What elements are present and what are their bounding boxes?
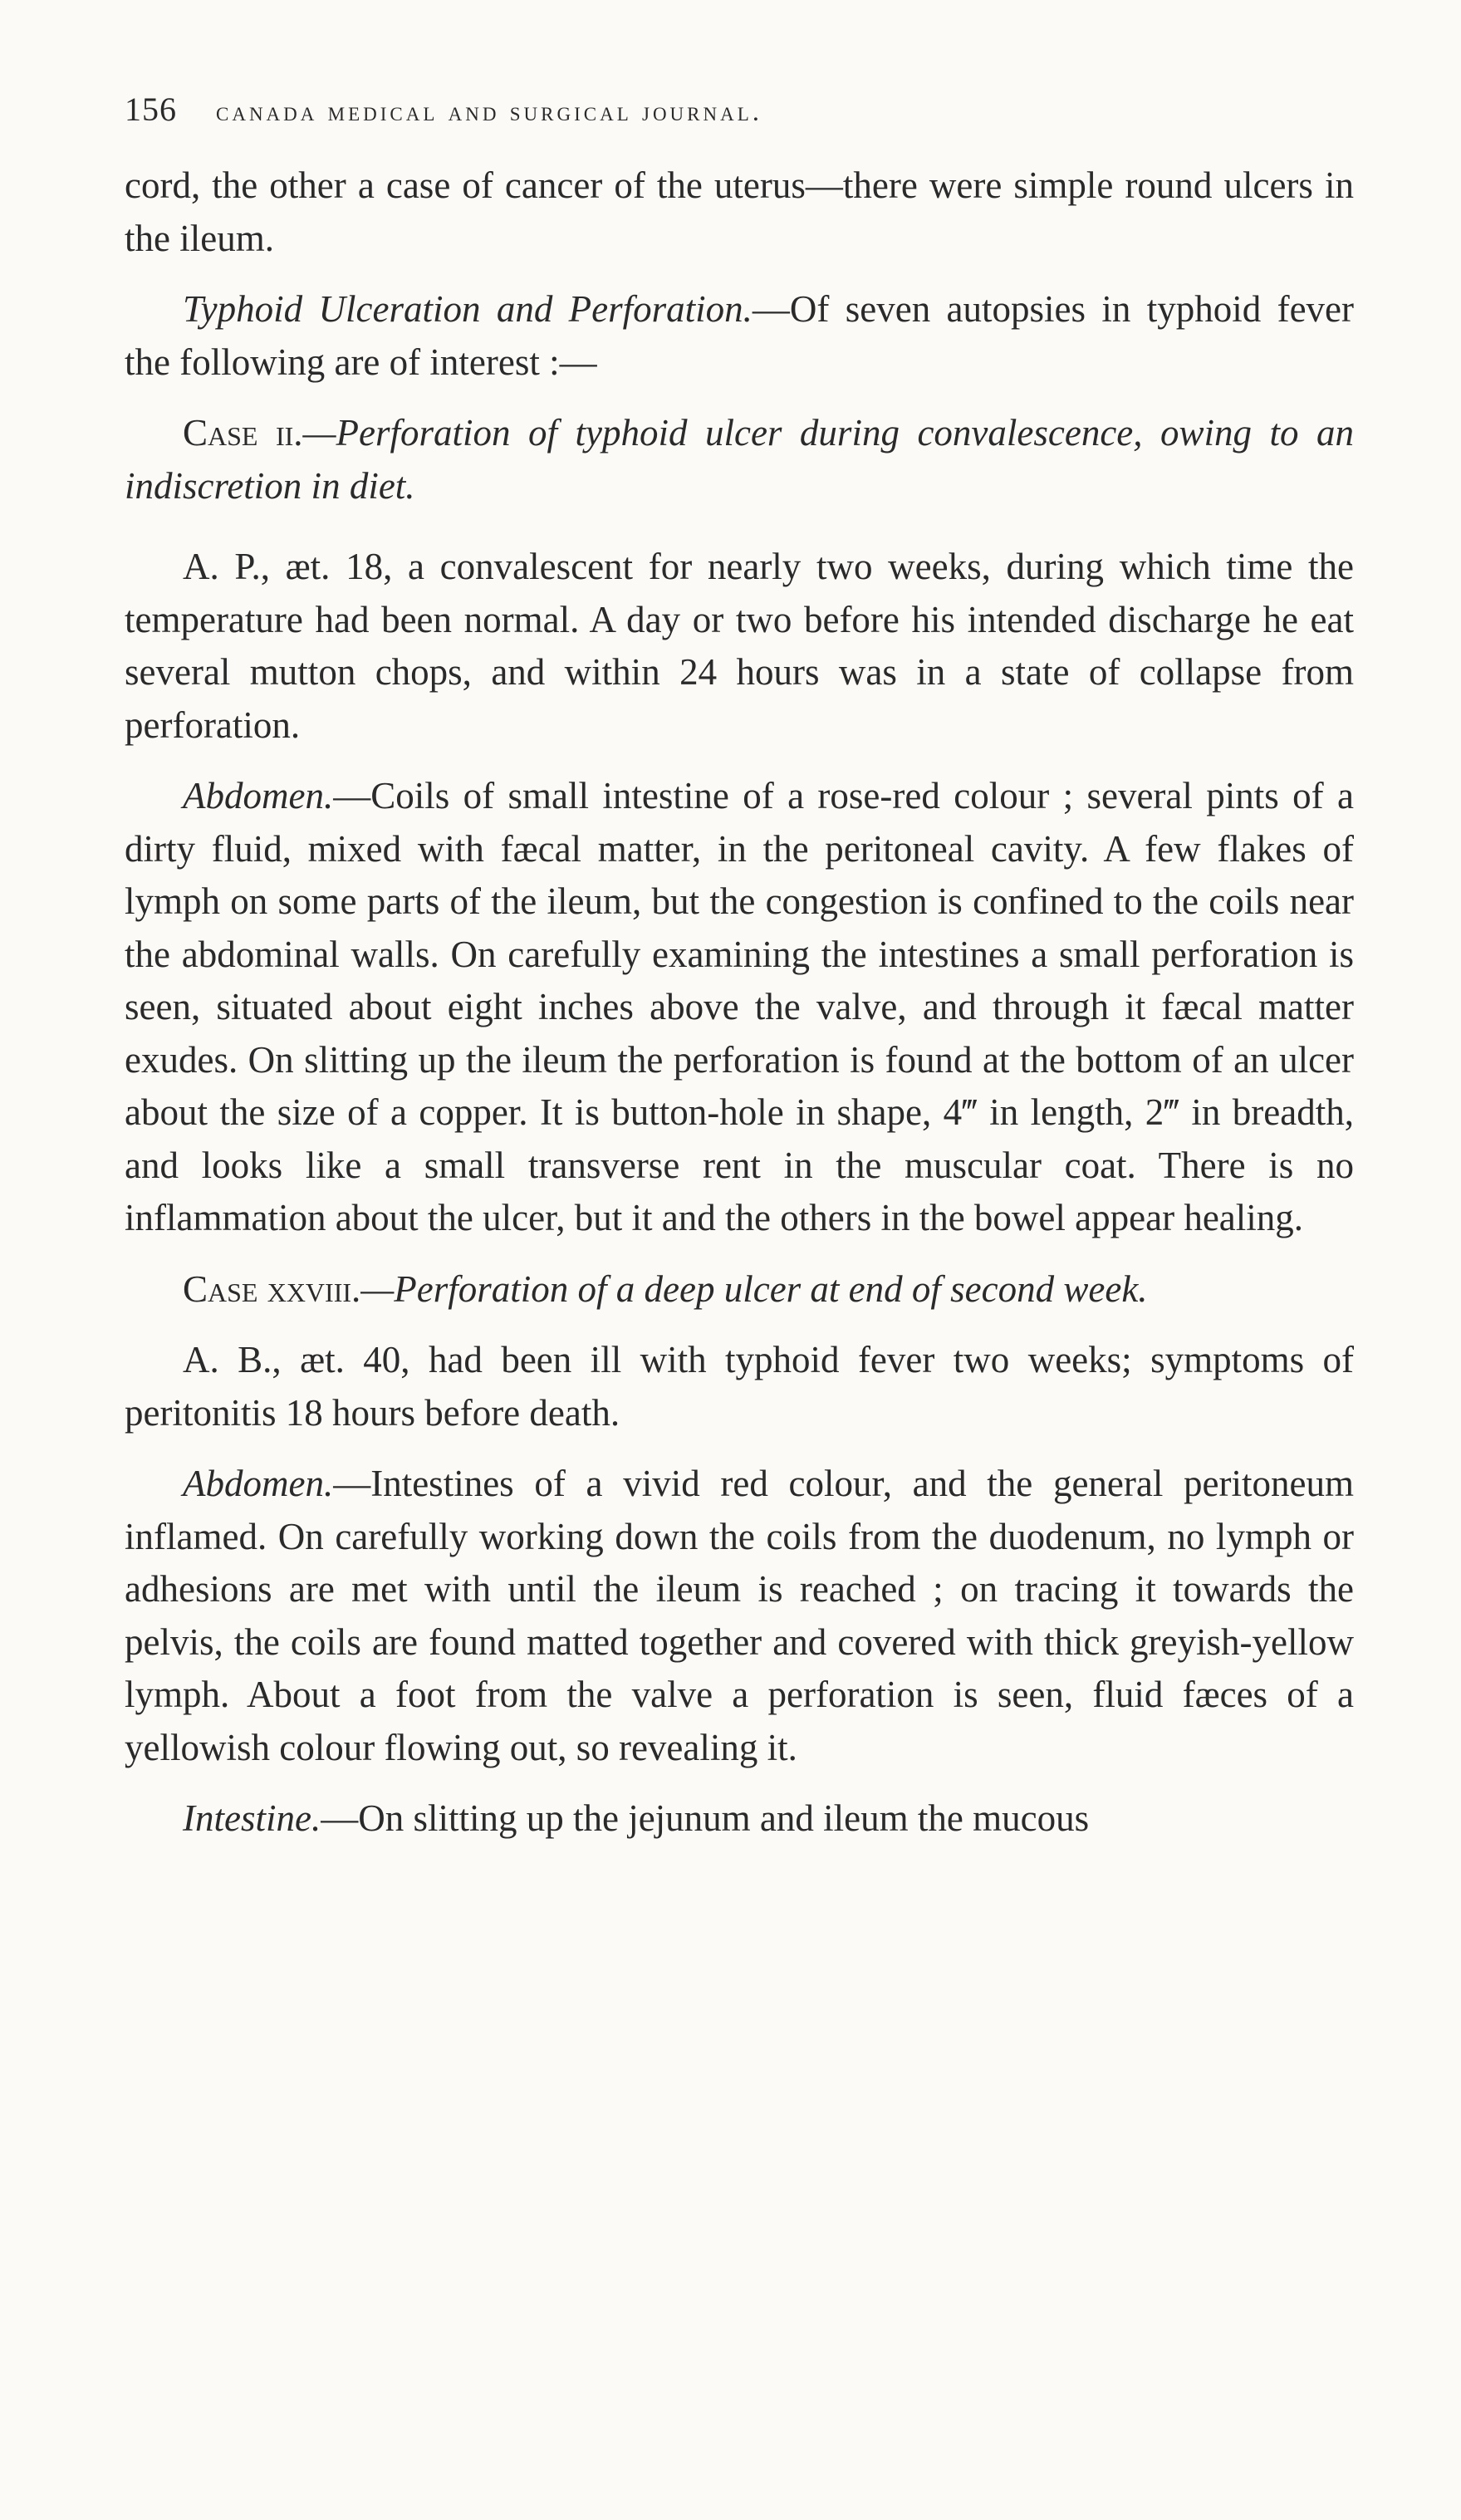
- paragraph-continuation: [125, 159, 1354, 265]
- paragraph-text: A. B., æt. 40, had been ill with typhoid fever two weeks; symptoms of peritonitis 18 hours before death.: [125, 1339, 1354, 1434]
- subsection-label: Abdomen.: [183, 775, 334, 816]
- journal-title: canada medical and surgical journal.: [216, 97, 763, 127]
- section-heading: Typhoid Ulceration and Perforation.: [183, 288, 753, 330]
- paragraph-text: —On slitting up the jejunum and ileum the mucous: [321, 1797, 1090, 1839]
- section-typhoid-ulceration: [125, 283, 1354, 389]
- case-heading-28: [125, 1263, 1354, 1316]
- section-text: —Of seven autopsies in typhoid fever the following are of interest :—: [125, 288, 1355, 383]
- case-title: —Perforation of a deep ulcer at end of second week.: [360, 1267, 1148, 1310]
- journal-page: [125, 90, 1354, 1846]
- case-label: Case ii.: [183, 412, 303, 454]
- case-heading-2: [125, 407, 1354, 512]
- running-head: [125, 90, 1354, 140]
- page-number: 156: [125, 91, 177, 128]
- case-28-intestine: [125, 1792, 1354, 1846]
- case-2-history: [125, 541, 1354, 752]
- case-2-abdomen: [125, 770, 1354, 1245]
- paragraph-text: —Intestines of a vivid red colour, and the general peritoneum inflamed. On carefully working down the coils from the duodenum, no lymph or adhesions are met with until the ileum is reached ; on tracing it towards the pelvis, the coils are found matted together and covered with thick greyish-yellow lymph. About a foot from the valve a perforation is seen, fluid fæces of a yellowish colour flowing out, so revealing it.: [125, 1463, 1354, 1768]
- subsection-label: Abdomen.: [183, 1463, 334, 1504]
- case-label: Case xxviii.: [183, 1267, 361, 1310]
- paragraph-text: A. P., æt. 18, a convalescent for nearly two weeks, during which time the temperature had been normal. A day or two before his intended discharge he eat several mutton chops, and within 24 hours was in a state of collapse from perforation.: [125, 546, 1354, 746]
- paragraph-text: cord, the other a case of cancer of the uterus—there were simple round ulcers in the ileum.: [125, 164, 1354, 259]
- case-28-history: [125, 1334, 1354, 1439]
- case-title: —Perforation of typhoid ulcer during convalescence, owing to an indiscretion in diet.: [125, 412, 1355, 507]
- subsection-label: Intestine.: [183, 1797, 321, 1839]
- paragraph-text: —Coils of small intestine of a rose-red colour ; several pints of a dirty fluid, mixed with fæcal matter, in the peritoneal cavity. A few flakes of lymph on some parts of the ileum, but the congestion is confined to the coils near the abdominal walls. On carefully examining the intestines a small perforation is seen, situated about eight inches above the valve, and through it fæcal matter exudes. On slitting up the ileum the perforation is found at the bottom of an ulcer about the size of a copper. It is button-hole in shape, 4‴ in length, 2‴ in breadth, and looks like a small transverse rent in the muscular coat. There is no inflammation about the ulcer, but it and the others in the bowel appear healing.: [125, 775, 1354, 1238]
- case-28-abdomen: [125, 1458, 1354, 1774]
